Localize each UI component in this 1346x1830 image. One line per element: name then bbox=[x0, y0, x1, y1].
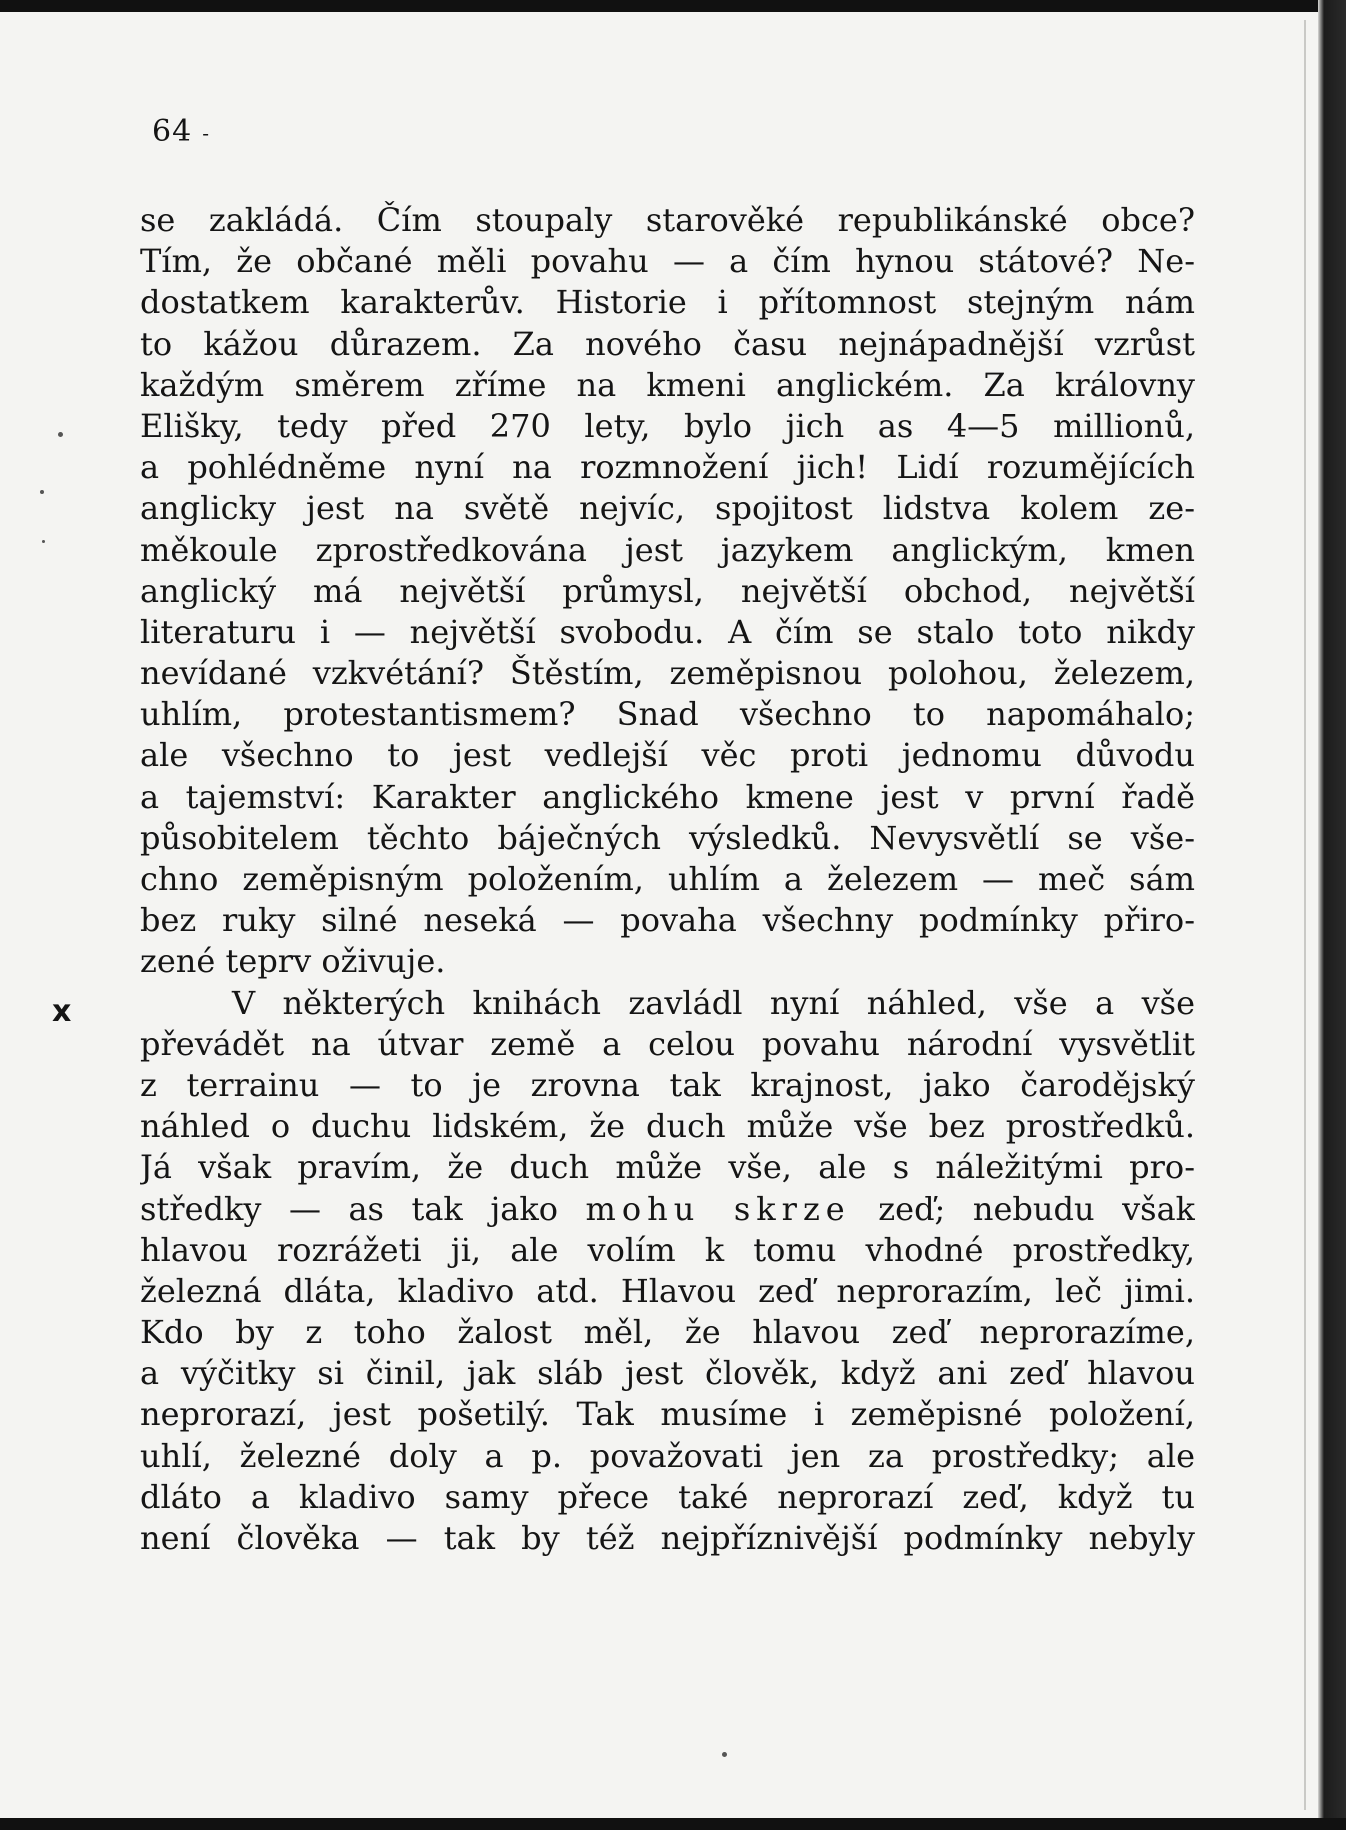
text-line: a pohlédněme nyní na rozmnožení jich! Lidí rozumějících bbox=[140, 448, 1195, 487]
text-line: hlavou rozrážeti ji, ale volím k tomu vhodné prostředky, bbox=[140, 1230, 1195, 1269]
text-line: Tím, že občané měli povahu — a čím hynou státové? Ne- bbox=[140, 242, 1195, 281]
text-line: není člověka — tak by též nejpříznivější podmínky nebyly bbox=[140, 1519, 1195, 1557]
text-line: převádět na útvar země a celou povahu národní vysvětlit bbox=[140, 1024, 1195, 1063]
text-line: uhlí, železné doly a p. považovati jen za prostředky; ale bbox=[140, 1436, 1195, 1475]
scan-border-top bbox=[0, 0, 1346, 12]
text-line: neprorazí, jest pošetilý. Tak musíme i zeměpisné položení, bbox=[140, 1395, 1195, 1434]
paper-speck bbox=[58, 432, 63, 437]
text-line: nevídané vzkvétání? Štěstím, zeměpisnou polohou, železem, bbox=[140, 654, 1195, 693]
page-number-value: 64 bbox=[152, 114, 193, 149]
text-segment: zeď; nebudu však bbox=[878, 1189, 1195, 1228]
text-line: a tajemství: Karakter anglického kmene jest v první řadě bbox=[140, 777, 1195, 816]
paper-speck bbox=[42, 540, 45, 543]
paper-speck bbox=[40, 490, 44, 494]
paragraph-end-line: zené teprv oživuje. bbox=[140, 942, 446, 981]
text-line: to kážou důrazem. Za nového času nejnápadnější vzrůst bbox=[140, 324, 1195, 363]
text-line-spaced bbox=[140, 1189, 1195, 1230]
text-line: z terrainu — to je zrovna tak krajnost, jako čarodějský bbox=[140, 1065, 1195, 1104]
text-line: měkoule zprostředkována jest jazykem anglickým, kmen bbox=[140, 530, 1195, 569]
text-line: Elišky, tedy před 270 lety, bylo jich as 4—5 millionů, bbox=[140, 406, 1195, 445]
text-line: chno zeměpisným položením, uhlím a železem — meč sám bbox=[140, 860, 1195, 898]
text-line: se zakládá. Čím stoupaly starověké republikánské obce? bbox=[140, 201, 1195, 239]
text-line: Já však pravím, že duch může vše, ale s náležitými pro- bbox=[140, 1148, 1195, 1187]
text-line: literaturu i — největší svobodu. A čím se stalo toto nikdy bbox=[140, 612, 1195, 651]
text-line: působitelem těchto báječných výsledků. Nevysvětlí se vše- bbox=[140, 818, 1195, 857]
text-line: anglicky jest na světě nejvíc, spojitost lidstva kolem ze- bbox=[140, 489, 1195, 528]
text-line: dostatkem karakterův. Historie i přítomnost stejným nám bbox=[140, 283, 1195, 322]
paper-speck bbox=[722, 1752, 727, 1757]
scan-border-right bbox=[1318, 0, 1346, 1830]
text-line: náhled o duchu lidském, že duch může vše bez prostředků. bbox=[140, 1107, 1195, 1146]
margin-annotation-mark: x bbox=[52, 994, 72, 1029]
text-line: železná dláta, kladivo atd. Hlavou zeď neprorazím, leč jimi. bbox=[140, 1271, 1195, 1310]
page-number bbox=[152, 114, 210, 149]
body-text bbox=[140, 200, 1195, 1559]
text-segment: středky — as tak jako bbox=[140, 1189, 558, 1228]
text-line: bez ruky silné neseká — povaha všechny podmínky přiro- bbox=[140, 901, 1195, 940]
page-fold-line bbox=[1304, 20, 1306, 1810]
text-line: uhlím, protestantismem? Snad všechno to napomáhalo; bbox=[140, 695, 1195, 734]
letterspaced-emphasis: mohu skrze bbox=[585, 1189, 851, 1228]
text-line: anglický má největší průmysl, největší obchod, největší bbox=[140, 571, 1195, 610]
page-number-dash: - bbox=[202, 121, 210, 145]
text-line: dláto a kladivo samy přece také neprorazí zeď, když tu bbox=[140, 1477, 1195, 1516]
scan-border-bottom bbox=[0, 1818, 1346, 1830]
paragraph-start-line: V některých knihách zavládl nyní náhled, vše a vše bbox=[232, 983, 1195, 1022]
text-line: každým směrem zříme na kmeni anglickém. Za královny bbox=[140, 365, 1195, 404]
text-line: a výčitky si činil, jak sláb jest člověk, když ani zeď hlavou bbox=[140, 1354, 1195, 1393]
text-line: Kdo by z toho žalost měl, že hlavou zeď neprorazíme, bbox=[140, 1313, 1195, 1352]
text-line: ale všechno to jest vedlejší věc proti jednomu důvodu bbox=[140, 736, 1195, 775]
